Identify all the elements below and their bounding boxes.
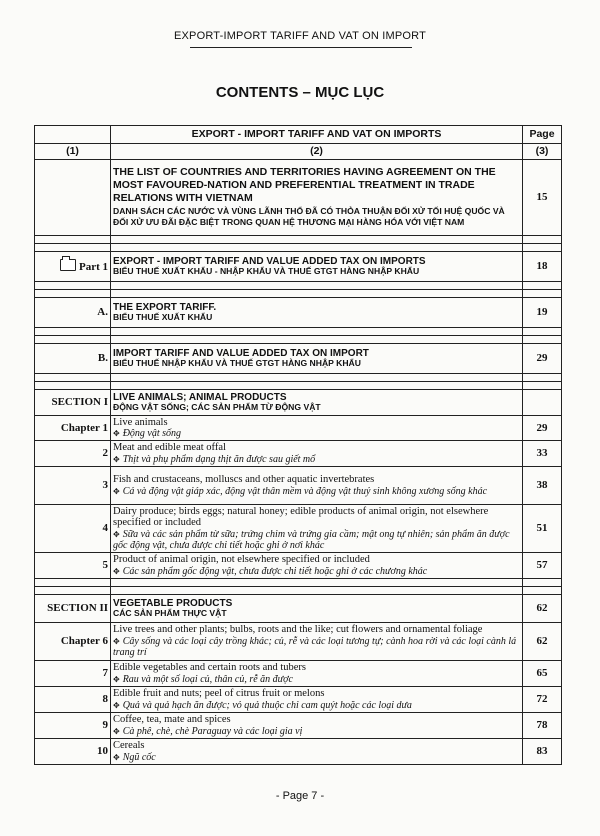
ch5-label: 5 [35, 553, 111, 579]
ch8-row [35, 687, 562, 713]
ch8-vn-line [113, 700, 520, 711]
ch2-row [35, 441, 562, 467]
ch9-label: 9 [35, 713, 111, 739]
ch6-text[interactable] [111, 623, 523, 661]
ch4-label: 4 [35, 505, 111, 553]
col3-label: (3) [523, 144, 562, 160]
ch3-label: 3 [35, 467, 111, 505]
ch7-en: Edible vegetables and certain roots and tubers [113, 662, 307, 674]
ch2-text[interactable] [111, 441, 523, 467]
partB-text[interactable] [111, 344, 523, 374]
ch1-text[interactable] [111, 416, 523, 441]
ch7-label: 7 [35, 661, 111, 687]
diamond-bullet-icon: ✥ [113, 486, 120, 496]
ch8-en: Edible fruit and nuts; peel of citrus fruit or melons [113, 688, 325, 700]
ch9-row [35, 713, 562, 739]
partB-vn: BIỂU THUẾ NHẬP KHẨU VÀ THUẾ GTGT HÀNG NHẬP KHẨU [113, 358, 361, 369]
ch3-vn-line [113, 486, 520, 497]
part1-label-cell [35, 252, 111, 282]
spacer-row [35, 579, 562, 587]
ch7-page: 65 [523, 661, 562, 687]
ch3-en: Fish and crustaceans, molluscs and other aquatic invertebrates [113, 474, 375, 486]
spacer-row [35, 587, 562, 595]
part1-vn: BIỂU THUẾ XUẤT KHẨU - NHẬP KHẨU VÀ THUẾ GTGT HÀNG NHẬP KHẨU [113, 266, 420, 277]
ch2-page: 33 [523, 441, 562, 467]
contents-title: CONTENTS – MỤC LỤC [215, 84, 385, 101]
section2-text[interactable] [111, 595, 523, 623]
ch10-vn: Ngũ cốc [122, 751, 156, 763]
diamond-bullet-icon: ✥ [113, 726, 120, 736]
ch1-vn: Động vật sống [122, 428, 182, 440]
section2-page: 62 [523, 595, 562, 623]
part1-en: EXPORT - IMPORT TARIFF AND VALUE ADDED TAX ON IMPORTS [113, 256, 426, 268]
partA-page: 19 [523, 298, 562, 328]
col2-label: (2) [111, 144, 523, 160]
partB-label: B. [35, 344, 111, 374]
page-header: EXPORT-IMPORT TARIFF AND VAT ON IMPORT [173, 30, 427, 42]
column-number-row [35, 144, 562, 160]
ch6-vn-line [113, 636, 520, 658]
ch6-en: Live trees and other plants; bulbs, roots and the like; cut flowers and ornamental foliage [113, 624, 483, 636]
ch4-page: 51 [523, 505, 562, 553]
ch3-page: 38 [523, 467, 562, 505]
section2-vn: CÁC SẢN PHẨM THỰC VẬT [113, 608, 227, 619]
ch4-en: Dairy produce; birds eggs; natural honey; edible products of animal origin, not elsewhere specified or included [113, 505, 489, 529]
ch7-vn: Rau và một số loại củ, thân củ, rễ ăn được [122, 673, 293, 685]
spacer-row [35, 328, 562, 336]
intro-page: 15 [523, 160, 562, 236]
ch1-vn-line [113, 428, 520, 439]
ch9-vn-line [113, 726, 520, 737]
ch10-row [35, 739, 562, 765]
diamond-bullet-icon: ✥ [113, 637, 120, 647]
ch3-row [35, 467, 562, 505]
ch9-text[interactable] [111, 713, 523, 739]
intro-text[interactable] [111, 160, 523, 236]
spacer-row [35, 382, 562, 390]
diamond-bullet-icon: ✥ [113, 530, 120, 540]
spacer-row [35, 374, 562, 382]
partA-label: A. [35, 298, 111, 328]
ch10-en: Cereals [113, 740, 145, 752]
col1-label: (1) [35, 144, 111, 160]
ch5-vn: Các sản phẩm gốc động vật, chưa được chi tiết hoặc ghi ở các chương khác [122, 565, 428, 577]
partB-en: IMPORT TARIFF AND VALUE ADDED TAX ON IMPORT [113, 348, 369, 360]
ch7-row [35, 661, 562, 687]
ch4-vn: Sữa và các sản phẩm từ sữa; trứng chim và trứng gia cầm; mật ong tự nhiên; sản phẩm ăn được gốc động vật, chưa được chi tiết hoặc ghi ở nơi khác [113, 529, 510, 552]
ch5-page: 57 [523, 553, 562, 579]
ch8-page: 72 [523, 687, 562, 713]
contents-table [34, 125, 562, 765]
ch6-label: Chapter 6 [35, 623, 111, 661]
ch2-vn-line [113, 454, 520, 465]
ch9-vn: Cà phê, chè, chè Paraguay và các loại gia vị [122, 725, 303, 737]
ch2-vn: Thịt và phụ phẩm dạng thịt ăn được sau giết mổ [122, 453, 316, 465]
part1-label: Part 1 [78, 261, 108, 274]
ch4-vn-line [113, 529, 520, 551]
ch3-vn: Cá và động vật giáp xác, động vật thân mềm và động vật thuỷ sinh không xương sống khác [122, 485, 488, 497]
ch7-text[interactable] [111, 661, 523, 687]
ch10-page: 83 [523, 739, 562, 765]
ch5-en: Product of animal origin, not elsewhere specified or included [113, 554, 370, 566]
intro-row [35, 160, 562, 236]
partA-en: THE EXPORT TARIFF. [113, 302, 217, 314]
partB-row [35, 344, 562, 374]
intro-label [35, 160, 111, 236]
spacer-row [35, 244, 562, 252]
part1-text[interactable] [111, 252, 523, 282]
ch5-vn-line [113, 566, 520, 577]
ch1-label: Chapter 1 [35, 416, 111, 441]
ch10-text[interactable] [111, 739, 523, 765]
partA-text[interactable] [111, 298, 523, 328]
part1-row [35, 252, 562, 282]
diamond-bullet-icon: ✥ [113, 752, 120, 762]
ch8-label: 8 [35, 687, 111, 713]
spacer-row [35, 282, 562, 290]
header-rule [190, 47, 412, 48]
spacer-row [35, 336, 562, 344]
partA-vn: BIỂU THUẾ XUẤT KHẨU [113, 312, 213, 323]
ch5-text[interactable] [111, 553, 523, 579]
diamond-bullet-icon: ✥ [113, 429, 120, 439]
table-header-row [35, 126, 562, 144]
ch1-row [35, 416, 562, 441]
diamond-bullet-icon: ✥ [113, 700, 120, 710]
header-title: EXPORT - IMPORT TARIFF AND VAT ON IMPORTS [111, 126, 523, 144]
ch1-en: Live animals [113, 416, 168, 428]
folder-icon [60, 259, 76, 271]
ch5-row [35, 553, 562, 579]
diamond-bullet-icon: ✥ [113, 454, 120, 464]
ch2-label: 2 [35, 441, 111, 467]
ch8-text[interactable] [111, 687, 523, 713]
partA-row [35, 298, 562, 328]
ch1-page: 29 [523, 416, 562, 441]
ch7-vn-line [113, 674, 520, 685]
ch4-row [35, 505, 562, 553]
page-footer: - Page 7 - [275, 790, 325, 802]
ch2-en: Meat and edible meat offal [113, 442, 226, 454]
section2-label: SECTION II [35, 595, 111, 623]
diamond-bullet-icon: ✥ [113, 674, 120, 684]
header-page: Page [523, 126, 562, 144]
ch3-text[interactable] [111, 467, 523, 505]
section1-text[interactable] [111, 390, 523, 416]
ch6-page: 62 [523, 623, 562, 661]
ch6-row [35, 623, 562, 661]
partB-page: 29 [523, 344, 562, 374]
section1-en: LIVE ANIMALS; ANIMAL PRODUCTS [113, 392, 287, 404]
ch9-en: Coffee, tea, mate and spices [113, 714, 231, 726]
intro-vn: DANH SÁCH CÁC NƯỚC VÀ VÙNG LÃNH THỔ ĐÃ CÓ THỎA THUẬN ĐỐI XỬ TỐI HUỆ QUỐC VÀ ĐỐI XỬ ƯU ĐÃI ĐẶC BIỆT TRONG QUAN HỆ THƯƠNG MẠI HÀNG HÓA VỚI VIỆT NAM [113, 205, 505, 228]
header-blank-cell [35, 126, 111, 144]
spacer-row [35, 236, 562, 244]
ch10-vn-line [113, 752, 520, 763]
part1-page: 18 [523, 252, 562, 282]
ch8-vn: Quả và quả hạch ăn được; vỏ quả thuộc chi cam quýt hoặc các loại dưa [122, 699, 412, 711]
section1-row [35, 390, 562, 416]
ch10-label: 10 [35, 739, 111, 765]
section2-row [35, 595, 562, 623]
section2-en: VEGETABLE PRODUCTS [113, 598, 233, 610]
ch6-vn: Cây sống và các loại cây trồng khác; củ, rễ và các loại tương tự; cành hoa rời và các loại cành lá trang trí [113, 636, 517, 659]
diamond-bullet-icon: ✥ [113, 566, 120, 576]
section1-page [523, 390, 562, 416]
section1-vn: ĐỘNG VẬT SỐNG; CÁC SẢN PHẨM TỪ ĐỘNG VẬT [113, 402, 321, 413]
spacer-row [35, 290, 562, 298]
intro-en: THE LIST OF COUNTRIES AND TERRITORIES HAVING AGREEMENT ON THE MOST FAVOURED-NATION AND PREFERENTIAL TREATMENT IN TRADE RELATIONS WITH VIETNAM [113, 166, 496, 205]
section1-label: SECTION I [35, 390, 111, 416]
ch4-text[interactable] [111, 505, 523, 553]
ch9-page: 78 [523, 713, 562, 739]
